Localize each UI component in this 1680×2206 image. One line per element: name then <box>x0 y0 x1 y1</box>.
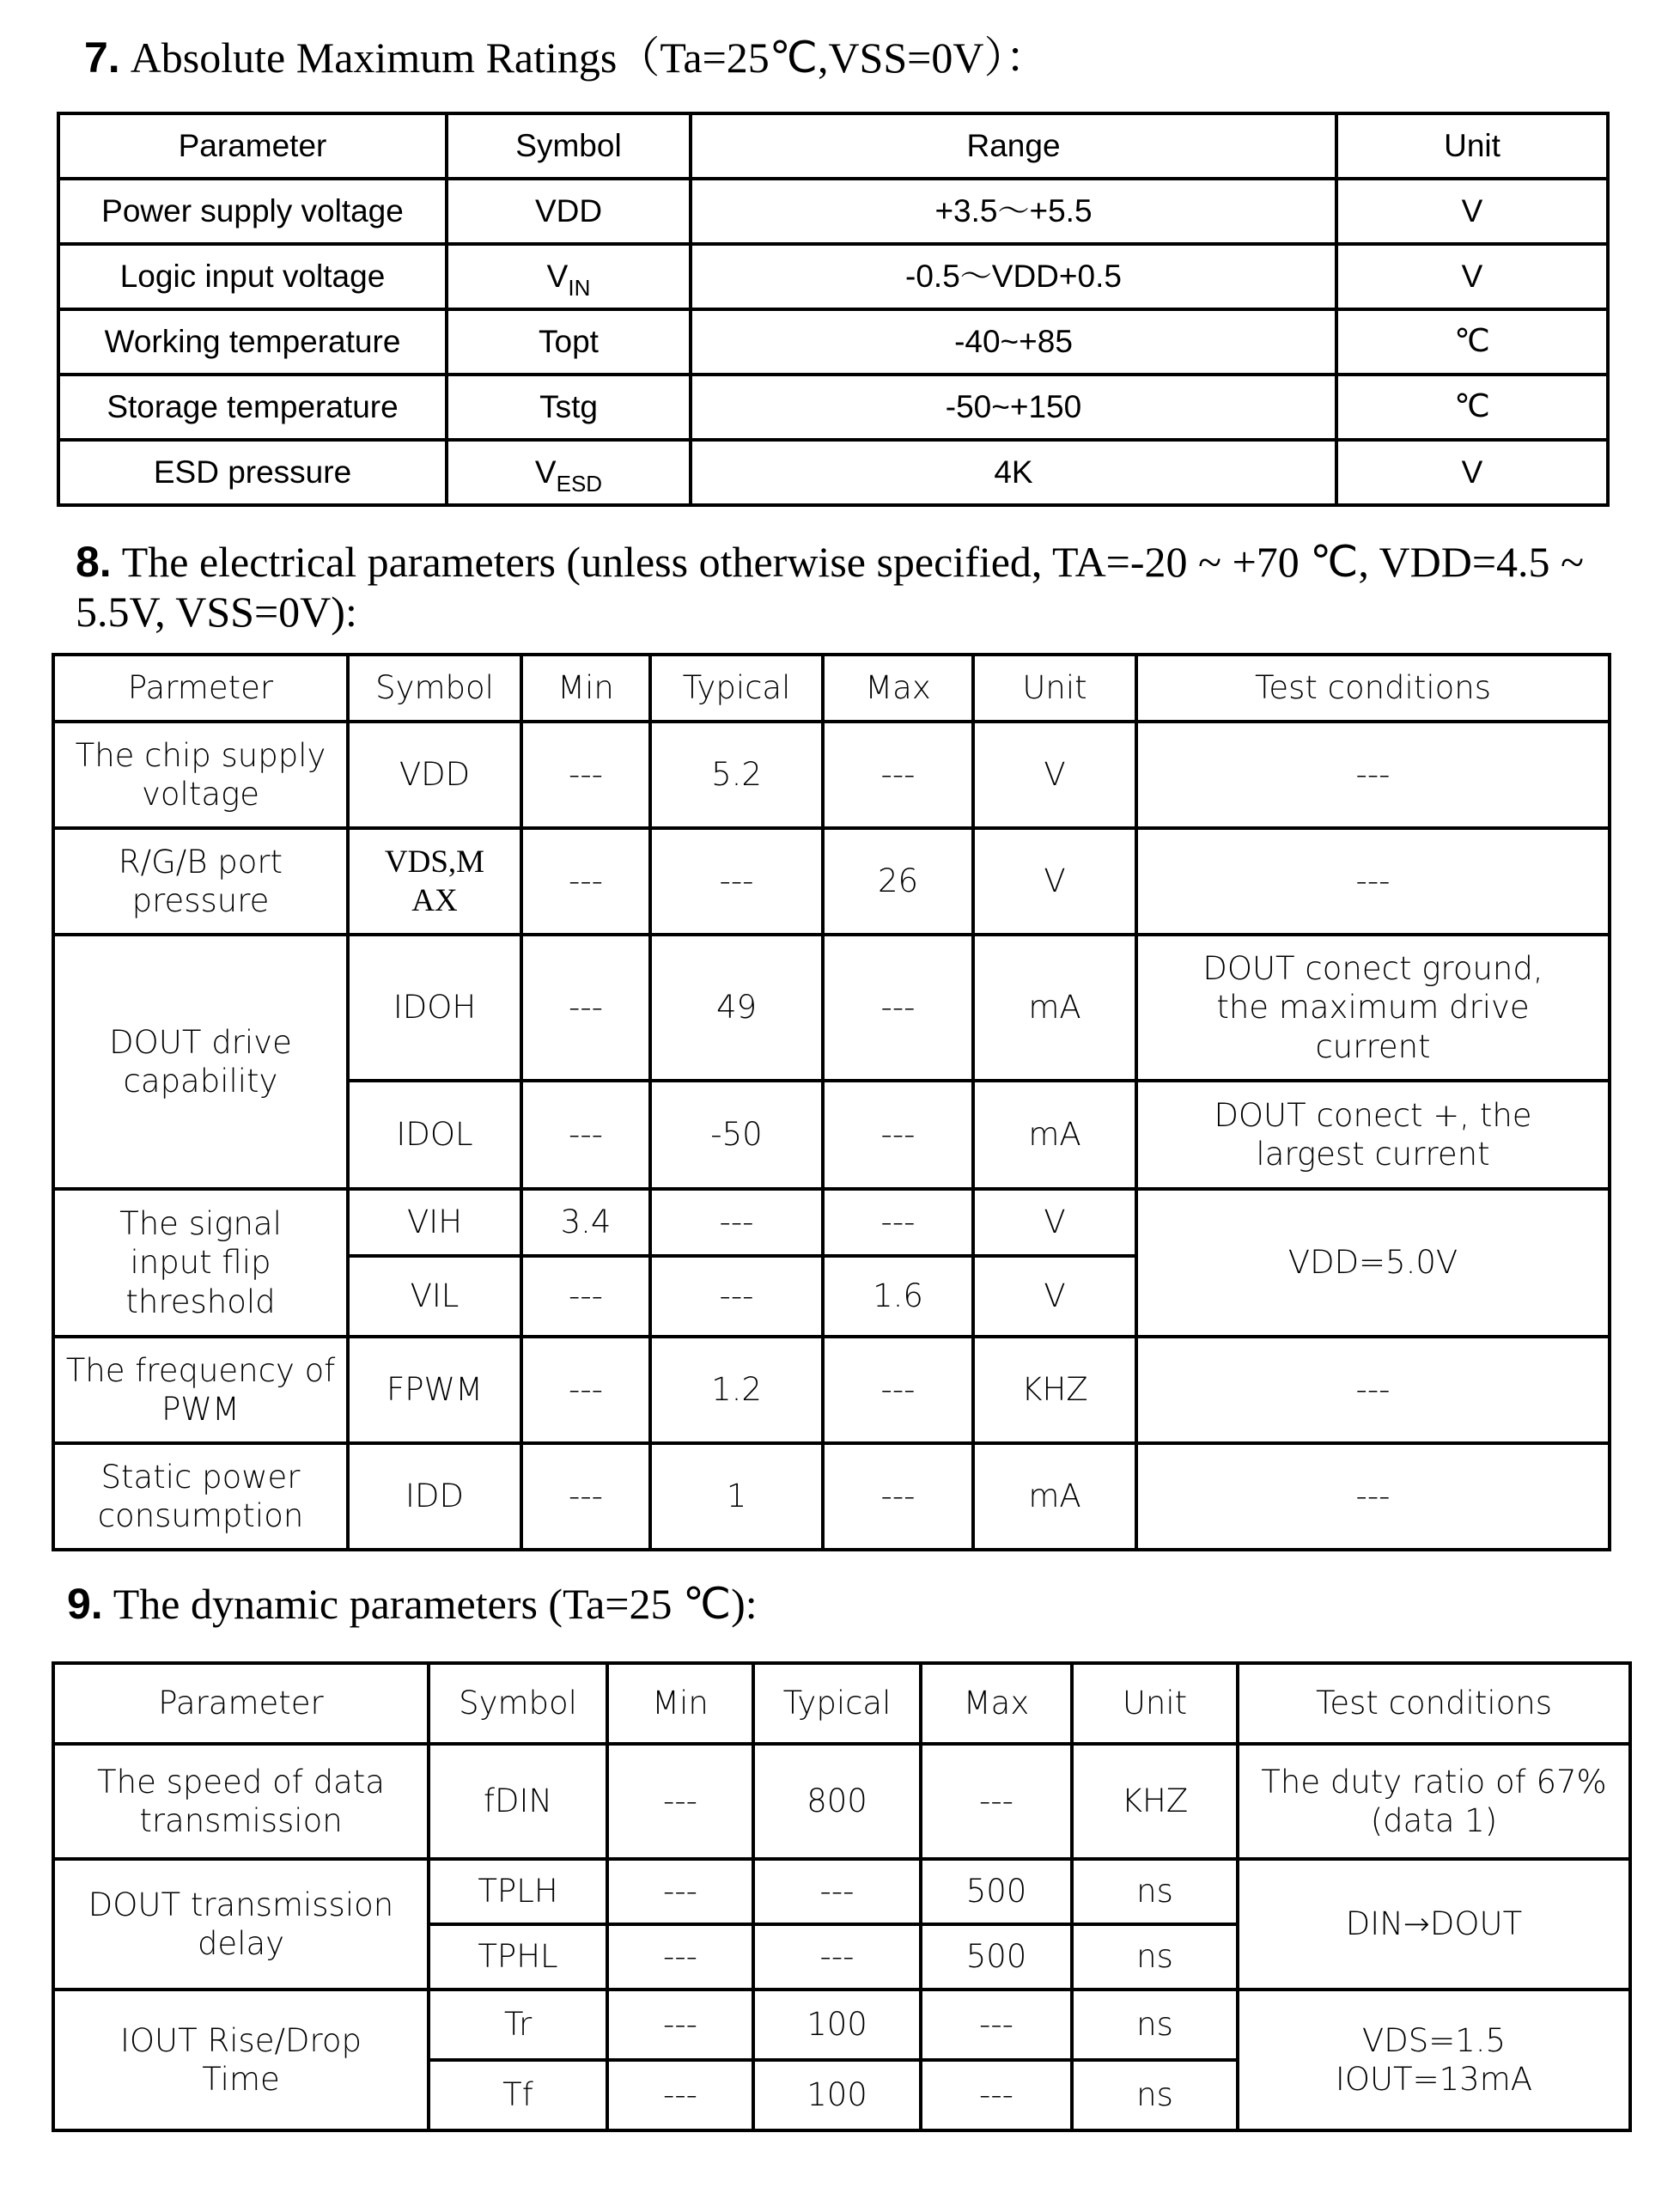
table-row <box>58 375 1608 440</box>
max-cell: 1.6 <box>823 1256 973 1337</box>
unit-cell: ns <box>1072 1990 1238 2060</box>
symbol-cell: TPLH <box>429 1859 607 1924</box>
unit-cell: KHZ <box>973 1337 1136 1443</box>
section-9-title: The dynamic parameters (Ta=25 ℃): <box>113 1580 758 1628</box>
section-8-number: 8. <box>76 538 112 586</box>
symbol-subscript: IN <box>568 275 591 302</box>
header-parameter: Parameter <box>53 1663 429 1744</box>
parameter-cell: DOUT drive capability <box>53 935 348 1189</box>
parameter-cell: Logic input voltage <box>58 244 447 309</box>
section-7-title: Absolute Maximum Ratings（Ta=25℃,VSS=0V）： <box>130 34 1049 82</box>
header-unit: Unit <box>1072 1663 1238 1744</box>
table-row <box>58 244 1608 309</box>
min-cell: --- <box>607 1744 753 1859</box>
min-cell: --- <box>607 1924 753 1990</box>
symbol-cell <box>447 440 691 505</box>
table-row <box>53 722 1610 828</box>
test-conditions-cell: VDD=5.0V <box>1136 1189 1610 1337</box>
min-cell: --- <box>521 1337 650 1443</box>
unit-cell: mA <box>973 935 1136 1081</box>
table-header-row <box>58 113 1608 179</box>
max-cell: --- <box>823 1081 973 1189</box>
typical-cell: 49 <box>650 935 823 1081</box>
section-9-heading <box>67 1579 758 1629</box>
section-7-heading <box>84 33 1048 82</box>
min-cell: --- <box>521 1256 650 1337</box>
unit-cell: V <box>973 1256 1136 1337</box>
max-cell: --- <box>823 935 973 1081</box>
typical-cell: 100 <box>753 1990 921 2060</box>
unit-cell: V <box>973 722 1136 828</box>
unit-cell: ns <box>1072 1924 1238 1990</box>
symbol-cell: Tr <box>429 1990 607 2060</box>
section-8-heading <box>76 537 1613 637</box>
header-parameter: Parameter <box>58 113 447 179</box>
symbol-cell: VIL <box>348 1256 521 1337</box>
header-parameter: Parmeter <box>53 655 348 722</box>
test-conditions-cell: The duty ratio of 67% (data 1) <box>1238 1744 1630 1859</box>
symbol-cell: VIH <box>348 1189 521 1256</box>
header-min: Min <box>521 655 650 722</box>
symbol-cell: IDOL <box>348 1081 521 1189</box>
typical-cell: 1.2 <box>650 1337 823 1443</box>
symbol-cell: fDIN <box>429 1744 607 1859</box>
symbol-subscript: ESD <box>556 471 603 497</box>
parameter-cell: Static power consumption <box>53 1443 348 1550</box>
unit-cell: V <box>1336 179 1608 244</box>
table-row <box>53 1189 1610 1256</box>
max-cell: 500 <box>921 1859 1072 1924</box>
unit-cell: V <box>1336 244 1608 309</box>
min-cell: --- <box>607 1859 753 1924</box>
symbol-cell: IDOH <box>348 935 521 1081</box>
test-conditions-cell: --- <box>1136 828 1610 935</box>
parameter-cell: Power supply voltage <box>58 179 447 244</box>
header-unit: Unit <box>973 655 1136 722</box>
symbol-cell: FPWM <box>348 1337 521 1443</box>
table-row <box>53 1744 1630 1859</box>
parameter-cell: The frequency of PWM <box>53 1337 348 1443</box>
table-row <box>53 1859 1630 1924</box>
test-conditions-cell: DIN→DOUT <box>1238 1859 1630 1990</box>
section-7-number: 7. <box>84 34 120 82</box>
unit-cell: ns <box>1072 2060 1238 2130</box>
typical-cell: 100 <box>753 2060 921 2130</box>
symbol-cell: Tf <box>429 2060 607 2130</box>
min-cell: 3.4 <box>521 1189 650 1256</box>
parameter-cell: R/G/B port pressure <box>53 828 348 935</box>
header-range: Range <box>691 113 1336 179</box>
min-cell: --- <box>521 828 650 935</box>
max-cell: --- <box>823 1443 973 1550</box>
max-cell: 26 <box>823 828 973 935</box>
parameter-cell: The chip supply voltage <box>53 722 348 828</box>
symbol-cell: TPHL <box>429 1924 607 1990</box>
symbol-cell: VDS,MAX <box>348 828 521 935</box>
header-test-conditions: Test conditions <box>1238 1663 1630 1744</box>
header-max: Max <box>823 655 973 722</box>
range-cell: +3.5～+5.5 <box>691 179 1336 244</box>
header-typical: Typical <box>753 1663 921 1744</box>
range-cell: 4K <box>691 440 1336 505</box>
header-unit: Unit <box>1336 113 1608 179</box>
parameter-cell: Working temperature <box>58 309 447 375</box>
symbol-base: V <box>546 259 569 295</box>
table-header-row <box>53 655 1610 722</box>
symbol-cell: IDD <box>348 1443 521 1550</box>
min-cell: --- <box>521 1443 650 1550</box>
test-conditions-cell <box>1238 1990 1630 2130</box>
unit-cell: mA <box>973 1081 1136 1189</box>
min-cell: --- <box>607 1990 753 2060</box>
table-header-row <box>53 1663 1630 1744</box>
dynamic-parameters-table <box>52 1661 1632 2132</box>
typical-cell: 800 <box>753 1744 921 1859</box>
unit-cell: KHZ <box>1072 1744 1238 1859</box>
unit-cell: V <box>973 828 1136 935</box>
unit-cell: ns <box>1072 1859 1238 1924</box>
max-cell: --- <box>921 1990 1072 2060</box>
typical-cell: --- <box>753 1924 921 1990</box>
test-conditions-cell: --- <box>1136 1337 1610 1443</box>
test-conditions-cell: --- <box>1136 722 1610 828</box>
min-cell: --- <box>521 722 650 828</box>
unit-cell: ℃ <box>1336 375 1608 440</box>
symbol-cell: Tstg <box>447 375 691 440</box>
header-symbol: Symbol <box>447 113 691 179</box>
max-cell: --- <box>921 1744 1072 1859</box>
unit-cell: V <box>1336 440 1608 505</box>
max-cell: --- <box>823 722 973 828</box>
unit-cell: ℃ <box>1336 309 1608 375</box>
unit-cell: V <box>973 1189 1136 1256</box>
test-condition-line: VDS=1.5 <box>1361 2021 1507 2059</box>
range-cell: -0.5～VDD+0.5 <box>691 244 1336 309</box>
range-cell: -40~+85 <box>691 309 1336 375</box>
unit-cell: mA <box>973 1443 1136 1550</box>
test-condition-line: IOUT=13mA <box>1335 2061 1533 2098</box>
typical-cell: --- <box>650 1189 823 1256</box>
test-conditions-cell: --- <box>1136 1443 1610 1550</box>
typical-cell: 1 <box>650 1443 823 1550</box>
range-cell: -50~+150 <box>691 375 1336 440</box>
table-row <box>53 1443 1610 1550</box>
typical-cell: --- <box>753 1859 921 1924</box>
table-row <box>53 935 1610 1081</box>
table-row <box>53 828 1610 935</box>
header-symbol: Symbol <box>429 1663 607 1744</box>
parameter-cell: The speed of data transmission <box>53 1744 429 1859</box>
symbol-base: V <box>534 454 557 491</box>
table-row <box>53 1990 1630 2060</box>
min-cell: --- <box>521 1081 650 1189</box>
table-row <box>53 1337 1610 1443</box>
test-conditions-cell: DOUT conect +, the largest current <box>1136 1081 1610 1189</box>
max-cell: 500 <box>921 1924 1072 1990</box>
max-cell: --- <box>921 2060 1072 2130</box>
min-cell: --- <box>521 935 650 1081</box>
parameter-cell: ESD pressure <box>58 440 447 505</box>
typical-cell: --- <box>650 828 823 935</box>
table-row <box>58 179 1608 244</box>
header-min: Min <box>607 1663 753 1744</box>
table-row <box>58 440 1608 505</box>
test-conditions-cell: DOUT conect ground, the maximum drive current <box>1136 935 1610 1081</box>
symbol-cell: VDD <box>447 179 691 244</box>
symbol-cell <box>447 244 691 309</box>
header-test-conditions: Test conditions <box>1136 655 1610 722</box>
parameter-cell: Storage temperature <box>58 375 447 440</box>
symbol-cell: Topt <box>447 309 691 375</box>
parameter-cell: IOUT Rise/Drop Time <box>53 1990 429 2130</box>
header-typical: Typical <box>650 655 823 722</box>
section-9-number: 9. <box>67 1580 103 1628</box>
typical-cell: --- <box>650 1256 823 1337</box>
max-cell: --- <box>823 1189 973 1256</box>
parameter-cell: DOUT transmission delay <box>53 1859 429 1990</box>
absolute-maximum-ratings-table <box>57 112 1610 507</box>
header-max: Max <box>921 1663 1072 1744</box>
typical-cell: 5.2 <box>650 722 823 828</box>
min-cell: --- <box>607 2060 753 2130</box>
header-symbol: Symbol <box>348 655 521 722</box>
parameter-cell: The signal input flip threshold <box>53 1189 348 1337</box>
typical-cell: -50 <box>650 1081 823 1189</box>
section-8-title: The electrical parameters (unless otherwise specified, TA=-20 ~ +70 ℃, VDD=4.5 ~ 5.5V, VSS=0V): <box>76 538 1585 636</box>
symbol-cell: VDD <box>348 722 521 828</box>
max-cell: --- <box>823 1337 973 1443</box>
table-row <box>58 309 1608 375</box>
electrical-parameters-table <box>52 653 1611 1551</box>
